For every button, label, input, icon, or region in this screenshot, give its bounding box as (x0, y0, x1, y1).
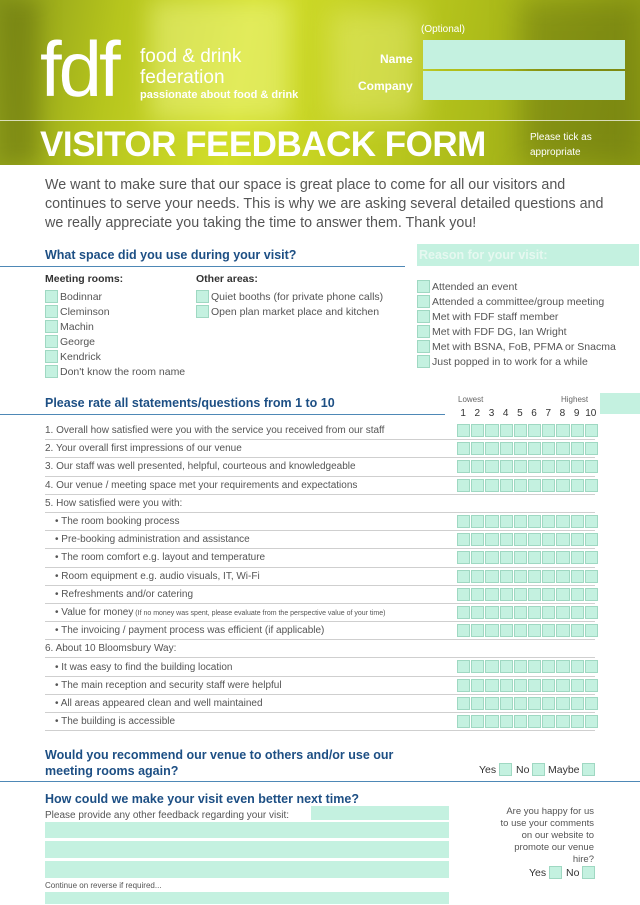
rating-checkbox[interactable] (571, 533, 584, 546)
recommend-no-option[interactable]: No (516, 763, 547, 776)
rating-question: Please rate all statements/questions from 1 to 10 (45, 396, 335, 410)
rating-row (45, 568, 595, 586)
rating-checkbox[interactable] (585, 697, 598, 710)
rating-checkbox[interactable] (457, 624, 470, 637)
rating-checkbox[interactable] (500, 515, 513, 528)
rating-row (45, 477, 595, 495)
rating-checkbox[interactable] (471, 606, 484, 619)
brand-name-line2: federation (140, 67, 225, 88)
rating-checkbox[interactable] (457, 679, 470, 692)
rating-scale (457, 679, 598, 692)
section-divider (0, 266, 405, 267)
rating-checkbox[interactable] (514, 679, 527, 692)
statement-text: • Pre-booking administration and assistance (55, 534, 250, 546)
fdf-logo: fdf (40, 25, 118, 113)
rating-checkbox[interactable] (556, 570, 569, 583)
rating-checkbox[interactable] (585, 442, 598, 455)
section-divider (0, 781, 640, 782)
rating-checkbox[interactable] (471, 570, 484, 583)
rating-checkbox[interactable] (542, 551, 555, 564)
checkbox[interactable] (417, 280, 430, 293)
rating-checkbox[interactable] (500, 660, 513, 673)
rating-checkbox[interactable] (514, 515, 527, 528)
rating-checkbox[interactable] (457, 460, 470, 473)
rating-checkbox[interactable] (528, 533, 541, 546)
rating-checkbox[interactable] (542, 660, 555, 673)
rating-checkbox[interactable] (556, 606, 569, 619)
rating-checkbox[interactable] (571, 460, 584, 473)
rating-row (45, 531, 595, 549)
checkbox[interactable] (45, 290, 58, 303)
page-title: VISITOR FEEDBACK FORM (40, 125, 486, 164)
other-area-option[interactable]: Open plan market place and kitchen (196, 304, 383, 319)
checkbox[interactable] (549, 866, 562, 879)
statement-text: 6. About 10 Bloomsbury Way: (45, 643, 177, 655)
rating-checkbox[interactable] (514, 715, 527, 728)
statement-text: • The room comfort e.g. layout and temperature (55, 552, 266, 564)
checkbox[interactable] (499, 763, 512, 776)
rating-checkbox[interactable] (471, 624, 484, 637)
rating-checkbox[interactable] (485, 715, 498, 728)
rating-checkbox[interactable] (528, 479, 541, 492)
rating-checkbox[interactable] (585, 515, 598, 528)
rating-checkbox[interactable] (571, 660, 584, 673)
checkbox[interactable] (532, 763, 545, 776)
rating-checkbox[interactable] (571, 606, 584, 619)
rating-scale (457, 479, 598, 492)
statement-text: • The room booking process (55, 516, 180, 528)
rating-checkbox[interactable] (514, 424, 527, 437)
rating-checkbox[interactable] (471, 715, 484, 728)
rating-checkbox[interactable] (556, 460, 569, 473)
rating-checkbox[interactable] (542, 679, 555, 692)
rating-checkbox[interactable] (485, 424, 498, 437)
rating-row (45, 640, 595, 658)
rating-row (45, 513, 595, 531)
rating-checkbox[interactable] (542, 624, 555, 637)
rating-checkbox[interactable] (556, 479, 569, 492)
meeting-room-option[interactable]: Don't know the room name (45, 364, 185, 379)
optional-label: (Optional) (421, 24, 465, 35)
rating-row (45, 677, 595, 695)
rating-checkbox[interactable] (571, 697, 584, 710)
meeting-room-option[interactable]: Kendrick (45, 349, 185, 364)
rating-scale (457, 460, 598, 473)
rating-checkbox[interactable] (485, 533, 498, 546)
rating-checkbox[interactable] (500, 479, 513, 492)
rating-checkbox[interactable] (585, 460, 598, 473)
company-label: Company (358, 79, 413, 93)
rating-checkbox[interactable] (500, 606, 513, 619)
other-areas-list (196, 289, 383, 319)
rating-checkbox[interactable] (542, 515, 555, 528)
rating-checkbox[interactable] (585, 679, 598, 692)
scale-number: 7 (545, 408, 551, 419)
rating-checkbox[interactable] (457, 697, 470, 710)
rating-checkbox[interactable] (457, 588, 470, 601)
rating-checkbox[interactable] (542, 588, 555, 601)
space-question: What space did you use during your visit? (45, 248, 297, 262)
rating-row (45, 622, 595, 640)
rating-checkbox[interactable] (500, 570, 513, 583)
rating-side-tab (600, 393, 640, 414)
rating-checkbox[interactable] (528, 624, 541, 637)
rating-checkbox[interactable] (485, 515, 498, 528)
meeting-room-option[interactable]: Bodinnar (45, 289, 185, 304)
feedback-field[interactable] (45, 861, 449, 878)
brand-name-line1: food & drink (140, 46, 242, 67)
rating-checkbox[interactable] (457, 551, 470, 564)
rating-row (45, 604, 595, 622)
rating-checkbox[interactable] (585, 533, 598, 546)
rating-checkbox[interactable] (556, 515, 569, 528)
tick-note: Please tick as appropriate (530, 132, 592, 158)
rating-checkbox[interactable] (542, 533, 555, 546)
reason-list (417, 279, 616, 369)
rating-checkbox[interactable] (457, 424, 470, 437)
rating-checkbox[interactable] (457, 660, 470, 673)
rating-checkbox[interactable] (528, 460, 541, 473)
statement-text: • The building is accessible (55, 716, 176, 728)
scale-number: 1 (460, 408, 466, 419)
scale-number: 4 (502, 408, 509, 419)
rating-scale (457, 715, 598, 728)
feedback-field[interactable] (45, 822, 449, 838)
rating-checkbox[interactable] (542, 606, 555, 619)
rating-checkbox[interactable] (585, 715, 598, 728)
meeting-room-option[interactable]: George (45, 334, 185, 349)
checkbox[interactable] (196, 305, 209, 318)
consent-question: Are you happy for us to use your comments on our website to promote our venue hire? (500, 806, 594, 865)
rating-checkbox[interactable] (585, 606, 598, 619)
rating-checkbox[interactable] (542, 442, 555, 455)
rating-checkbox[interactable] (556, 697, 569, 710)
checkbox[interactable] (196, 290, 209, 303)
rating-checkbox[interactable] (471, 660, 484, 673)
rating-checkbox[interactable] (528, 715, 541, 728)
feedback-prompt: Please provide any other feedback regarding your visit: (45, 810, 290, 821)
feedback-field[interactable] (45, 892, 449, 904)
rating-checkbox[interactable] (571, 588, 584, 601)
improve-question: How could we make your visit even better next time? (45, 792, 359, 806)
rating-checkbox[interactable] (542, 697, 555, 710)
rating-checkbox[interactable] (471, 551, 484, 564)
rating-checkbox[interactable] (471, 424, 484, 437)
rating-checkbox[interactable] (500, 424, 513, 437)
rating-checkbox[interactable] (571, 715, 584, 728)
rating-checkbox[interactable] (542, 460, 555, 473)
rating-checkbox[interactable] (542, 715, 555, 728)
statement-text: 4. Our venue / meeting space met your requirements and expectations (45, 479, 358, 491)
rating-checkbox[interactable] (485, 570, 498, 583)
scale-number: 10 (585, 408, 597, 419)
scale-number: 3 (488, 408, 495, 419)
rating-checkbox[interactable] (471, 533, 484, 546)
rating-checkbox[interactable] (571, 624, 584, 637)
rating-checkbox[interactable] (471, 515, 484, 528)
rating-scale (457, 442, 598, 455)
company-field[interactable] (423, 71, 625, 100)
rating-checkbox[interactable] (500, 442, 513, 455)
name-field[interactable] (423, 40, 625, 69)
rating-row (45, 440, 595, 458)
rating-checkbox[interactable] (528, 570, 541, 583)
rating-checkbox[interactable] (585, 570, 598, 583)
checkbox[interactable] (45, 305, 58, 318)
rating-checkbox[interactable] (542, 570, 555, 583)
rating-statement (45, 643, 595, 654)
checkbox[interactable] (45, 350, 58, 363)
rating-checkbox[interactable] (528, 697, 541, 710)
rating-row (45, 549, 595, 567)
rating-checkbox[interactable] (514, 588, 527, 601)
rating-checkbox[interactable] (485, 551, 498, 564)
rating-checkbox[interactable] (571, 551, 584, 564)
statement-text: 3. Our staff was well presented, helpful, courteous and knowledgeable (45, 461, 356, 473)
statement-note: (If no money was spent, please evaluate from the perspective value of your time) (133, 609, 386, 617)
rating-checkbox[interactable] (485, 679, 498, 692)
meeting-room-option[interactable]: Machin (45, 319, 185, 334)
rating-checkbox[interactable] (556, 424, 569, 437)
statement-text: • Refreshments and/or catering (55, 588, 194, 600)
rating-checkbox[interactable] (457, 715, 470, 728)
rating-checkbox[interactable] (485, 697, 498, 710)
statement-text: • All areas appeared clean and well maintained (55, 697, 263, 709)
header-banner (0, 0, 640, 165)
rating-checkbox[interactable] (457, 533, 470, 546)
recommend-maybe-option[interactable]: Maybe (548, 763, 597, 776)
reason-option[interactable]: Attended an event (417, 279, 616, 294)
rating-checkbox[interactable] (585, 424, 598, 437)
banner-shade-left (0, 0, 40, 165)
other-areas-label: Other areas: (196, 273, 258, 285)
rating-row (45, 586, 595, 604)
rating-statement (45, 498, 595, 509)
rating-checkbox[interactable] (457, 606, 470, 619)
rating-checkbox[interactable] (528, 424, 541, 437)
rating-checkbox[interactable] (471, 442, 484, 455)
scale-number: 9 (573, 408, 580, 419)
checkbox[interactable] (45, 335, 58, 348)
rating-checkbox[interactable] (457, 570, 470, 583)
feedback-field[interactable] (311, 806, 449, 820)
rating-checkbox[interactable] (514, 479, 527, 492)
scale-number: 8 (559, 408, 566, 419)
checkbox[interactable] (582, 763, 595, 776)
meeting-rooms-list (45, 289, 185, 379)
rating-checkbox[interactable] (528, 588, 541, 601)
rating-checkbox[interactable] (485, 442, 498, 455)
rating-row (45, 458, 595, 476)
name-label: Name (380, 52, 413, 66)
rating-checkbox[interactable] (528, 606, 541, 619)
rating-checkbox[interactable] (556, 660, 569, 673)
scale-number: 6 (531, 408, 537, 419)
rating-checkbox[interactable] (571, 570, 584, 583)
intro-text: We want to make sure that our space is great place to come for all our visitors and continues to serve your needs. This is why we are asking several detailed questions and we really appreciate you taking the time to answer them. Thank you! (45, 177, 604, 231)
rating-checkbox[interactable] (571, 679, 584, 692)
rating-checkbox[interactable] (585, 660, 598, 673)
rating-row (45, 495, 595, 513)
statement-text: • Room equipment e.g. audio visuals, IT, Wi-Fi (55, 570, 260, 582)
rating-checkbox[interactable] (571, 479, 584, 492)
rating-checkbox[interactable] (471, 679, 484, 692)
reason-option[interactable]: Met with BSNA, FoB, PFMA or Snacma (417, 339, 616, 354)
rating-checkbox[interactable] (528, 660, 541, 673)
rating-checkbox[interactable] (471, 697, 484, 710)
rating-scale (457, 624, 598, 637)
rating-checkbox[interactable] (514, 624, 527, 637)
meeting-rooms-label: Meeting rooms: (45, 273, 124, 285)
rating-scale (457, 697, 598, 710)
rating-checkbox[interactable] (457, 515, 470, 528)
other-area-option[interactable]: Quiet booths (for private phone calls) (196, 289, 383, 304)
rating-checkbox[interactable] (485, 460, 498, 473)
rating-checkbox[interactable] (471, 479, 484, 492)
rating-checkbox[interactable] (556, 551, 569, 564)
banner-rule (0, 120, 640, 121)
rating-checkbox[interactable] (514, 551, 527, 564)
rating-checkbox[interactable] (500, 551, 513, 564)
statement-text: 5. How satisfied were you with: (45, 497, 183, 509)
rating-checkbox[interactable] (514, 697, 527, 710)
rating-checkbox[interactable] (500, 679, 513, 692)
statement-text: 2. Your overall first impressions of our venue (45, 443, 242, 455)
rating-row (45, 422, 595, 440)
rating-checkbox[interactable] (485, 479, 498, 492)
recommend-yes-option[interactable]: Yes (479, 763, 514, 776)
rating-checkbox[interactable] (485, 588, 498, 601)
rating-scale (457, 570, 598, 583)
checkbox[interactable] (417, 325, 430, 338)
rating-checkbox[interactable] (528, 679, 541, 692)
statement-text: • The invoicing / payment process was efficient (if applicable) (55, 625, 325, 637)
rating-checkbox[interactable] (585, 588, 598, 601)
rating-checkbox[interactable] (514, 606, 527, 619)
rating-checkbox[interactable] (585, 551, 598, 564)
reason-option[interactable]: Just popped in to work for a while (417, 354, 616, 369)
consent-yes-option[interactable]: Yes (529, 866, 564, 879)
rating-checkbox[interactable] (457, 442, 470, 455)
rating-checkbox[interactable] (542, 424, 555, 437)
checkbox[interactable] (417, 295, 430, 308)
rating-checkbox[interactable] (514, 533, 527, 546)
rating-checkbox[interactable] (471, 460, 484, 473)
rating-checkbox[interactable] (571, 515, 584, 528)
rating-scale (457, 606, 598, 619)
rating-checkbox[interactable] (556, 533, 569, 546)
scale-numbers (456, 408, 598, 419)
rating-checkbox[interactable] (528, 551, 541, 564)
rating-checkbox[interactable] (500, 460, 513, 473)
checkbox[interactable] (45, 365, 58, 378)
lowest-label: Lowest (458, 395, 484, 404)
meeting-room-option[interactable]: Cleminson (45, 304, 185, 319)
rating-scale (457, 533, 598, 546)
rating-checkbox[interactable] (500, 533, 513, 546)
rating-checkbox[interactable] (500, 588, 513, 601)
recommend-question: Would you recommend our venue to others and/or use our meeting rooms again? (45, 748, 394, 778)
rating-table (45, 422, 595, 731)
rating-row (45, 658, 595, 676)
rating-checkbox[interactable] (556, 588, 569, 601)
brand-tagline: passionate about food & drink (140, 89, 299, 101)
checkbox[interactable] (417, 340, 430, 353)
consent-no-option[interactable]: No (566, 866, 597, 879)
checkbox[interactable] (582, 866, 595, 879)
rating-scale (457, 588, 598, 601)
rating-scale (457, 551, 598, 564)
rating-checkbox[interactable] (485, 660, 498, 673)
rating-checkbox[interactable] (585, 479, 598, 492)
statement-text: 1. Overall how satisfied were you with the service you received from our staff (45, 425, 385, 437)
rating-checkbox[interactable] (528, 515, 541, 528)
highest-label: Highest (561, 395, 589, 404)
rating-checkbox[interactable] (514, 660, 527, 673)
reason-option[interactable]: Met with FDF staff member (417, 309, 616, 324)
reason-option[interactable]: Met with FDF DG, Ian Wright (417, 324, 616, 339)
statement-text: • It was easy to find the building location (55, 661, 233, 673)
scale-number: 2 (474, 408, 481, 419)
statement-text: • Value for money (55, 606, 134, 618)
rating-checkbox[interactable] (556, 624, 569, 637)
rating-row (45, 713, 595, 731)
rating-checkbox[interactable] (500, 624, 513, 637)
rating-checkbox[interactable] (500, 715, 513, 728)
rating-checkbox[interactable] (457, 479, 470, 492)
rating-checkbox[interactable] (485, 606, 498, 619)
rating-checkbox[interactable] (500, 697, 513, 710)
feedback-field[interactable] (45, 841, 449, 858)
rating-checkbox[interactable] (514, 460, 527, 473)
rating-checkbox[interactable] (585, 624, 598, 637)
rating-scale (457, 660, 598, 673)
rating-checkbox[interactable] (485, 624, 498, 637)
rating-checkbox[interactable] (571, 442, 584, 455)
continue-note: Continue on reverse if required... (45, 881, 162, 890)
rating-scale (457, 515, 598, 528)
rating-checkbox[interactable] (571, 424, 584, 437)
checkbox[interactable] (417, 355, 430, 368)
rating-checkbox[interactable] (514, 570, 527, 583)
rating-checkbox[interactable] (556, 679, 569, 692)
rating-checkbox[interactable] (542, 479, 555, 492)
rating-checkbox[interactable] (528, 442, 541, 455)
rating-checkbox[interactable] (556, 715, 569, 728)
checkbox[interactable] (45, 320, 58, 333)
rating-row (45, 695, 595, 713)
rating-checkbox[interactable] (514, 442, 527, 455)
reason-option[interactable]: Attended a committee/group meeting (417, 294, 616, 309)
reason-header: Reason for your visit: (417, 244, 639, 266)
rating-scale (457, 424, 598, 437)
section-divider (0, 414, 445, 415)
checkbox[interactable] (417, 310, 430, 323)
rating-checkbox[interactable] (471, 588, 484, 601)
rating-checkbox[interactable] (556, 442, 569, 455)
statement-text: • The main reception and security staff were helpful (55, 679, 282, 691)
scale-number: 5 (517, 408, 523, 419)
